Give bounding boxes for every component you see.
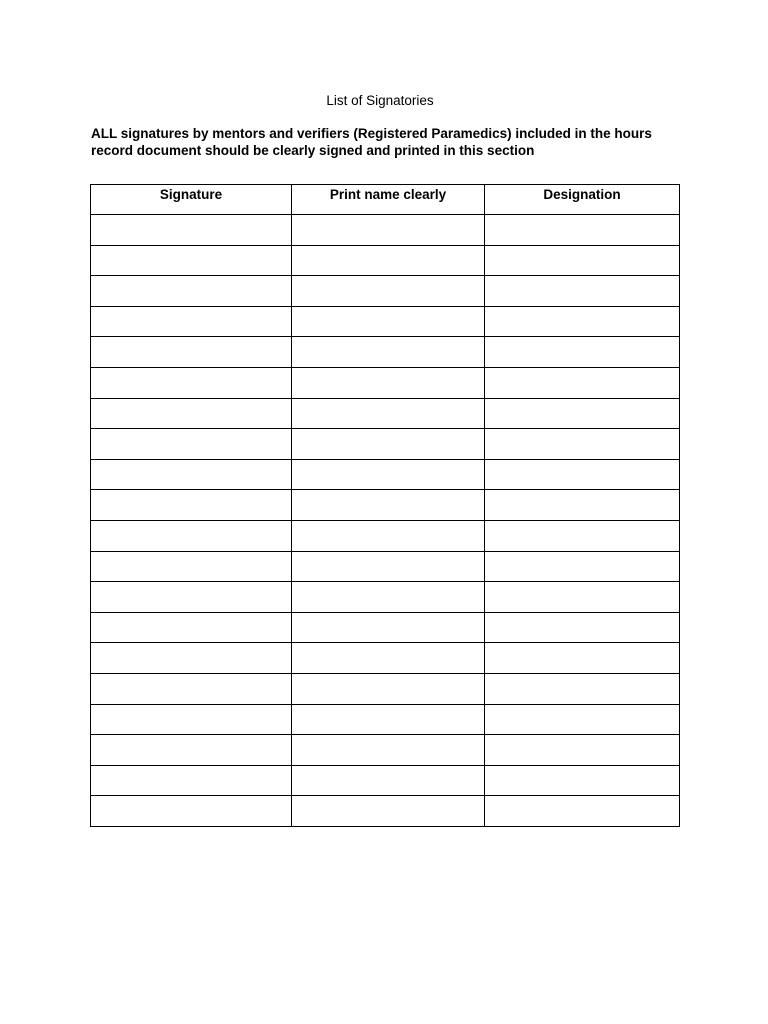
column-header-print-name: Print name clearly — [292, 185, 485, 215]
table-row — [91, 765, 680, 796]
column-header-designation: Designation — [485, 185, 680, 215]
print-name-cell — [292, 551, 485, 582]
print-name-cell — [292, 245, 485, 276]
designation-cell — [485, 367, 680, 398]
print-name-cell — [292, 306, 485, 337]
table-row — [91, 796, 680, 827]
print-name-cell — [292, 735, 485, 766]
table-row — [91, 245, 680, 276]
print-name-cell — [292, 582, 485, 613]
signature-cell — [91, 582, 292, 613]
print-name-cell — [292, 796, 485, 827]
designation-cell — [485, 551, 680, 582]
signature-cell — [91, 612, 292, 643]
signature-cell — [91, 429, 292, 460]
table-row — [91, 337, 680, 368]
designation-cell — [485, 643, 680, 674]
print-name-cell — [292, 612, 485, 643]
print-name-cell — [292, 490, 485, 521]
table-row — [91, 367, 680, 398]
signature-cell — [91, 796, 292, 827]
table-row — [91, 582, 680, 613]
designation-cell — [485, 459, 680, 490]
table-row — [91, 459, 680, 490]
print-name-cell — [292, 459, 485, 490]
signature-cell — [91, 276, 292, 307]
designation-cell — [485, 735, 680, 766]
designation-cell — [485, 337, 680, 368]
designation-cell — [485, 520, 680, 551]
print-name-cell — [292, 215, 485, 246]
signature-cell — [91, 398, 292, 429]
table-row — [91, 306, 680, 337]
designation-cell — [485, 215, 680, 246]
print-name-cell — [292, 398, 485, 429]
designation-cell — [485, 704, 680, 735]
signature-cell — [91, 215, 292, 246]
print-name-cell — [292, 337, 485, 368]
print-name-cell — [292, 765, 485, 796]
print-name-cell — [292, 520, 485, 551]
designation-cell — [485, 276, 680, 307]
print-name-cell — [292, 704, 485, 735]
signature-cell — [91, 520, 292, 551]
designation-cell — [485, 796, 680, 827]
designation-cell — [485, 429, 680, 460]
signature-cell — [91, 306, 292, 337]
table-row — [91, 612, 680, 643]
signature-cell — [91, 459, 292, 490]
table-row — [91, 429, 680, 460]
signature-cell — [91, 367, 292, 398]
designation-cell — [485, 398, 680, 429]
designation-cell — [485, 673, 680, 704]
signature-cell — [91, 245, 292, 276]
table-row — [91, 520, 680, 551]
table-header-row — [91, 185, 680, 215]
instruction-line: ALL signatures by mentors and verifiers (Registered Paramedics) included in the hours — [91, 126, 652, 141]
signature-cell — [91, 337, 292, 368]
signature-cell — [91, 643, 292, 674]
table-body — [91, 215, 680, 827]
print-name-cell — [292, 367, 485, 398]
print-name-cell — [292, 643, 485, 674]
designation-cell — [485, 582, 680, 613]
signature-cell — [91, 704, 292, 735]
table-row — [91, 490, 680, 521]
signature-cell — [91, 673, 292, 704]
designation-cell — [485, 490, 680, 521]
table-row — [91, 704, 680, 735]
table-row — [91, 643, 680, 674]
designation-cell — [485, 306, 680, 337]
table-row — [91, 215, 680, 246]
table-row — [91, 398, 680, 429]
table-row — [91, 551, 680, 582]
designation-cell — [485, 612, 680, 643]
print-name-cell — [292, 429, 485, 460]
instruction-text — [91, 125, 691, 159]
table-row — [91, 276, 680, 307]
signature-cell — [91, 765, 292, 796]
print-name-cell — [292, 276, 485, 307]
column-header-signature: Signature — [91, 185, 292, 215]
signatories-table — [90, 184, 680, 827]
signature-cell — [91, 735, 292, 766]
print-name-cell — [292, 673, 485, 704]
signature-cell — [91, 490, 292, 521]
designation-cell — [485, 245, 680, 276]
instruction-line: record document should be clearly signed and printed in this section — [91, 143, 535, 158]
designation-cell — [485, 765, 680, 796]
table-row — [91, 735, 680, 766]
page-title: List of Signatories — [326, 93, 434, 108]
table-row — [91, 673, 680, 704]
signature-cell — [91, 551, 292, 582]
